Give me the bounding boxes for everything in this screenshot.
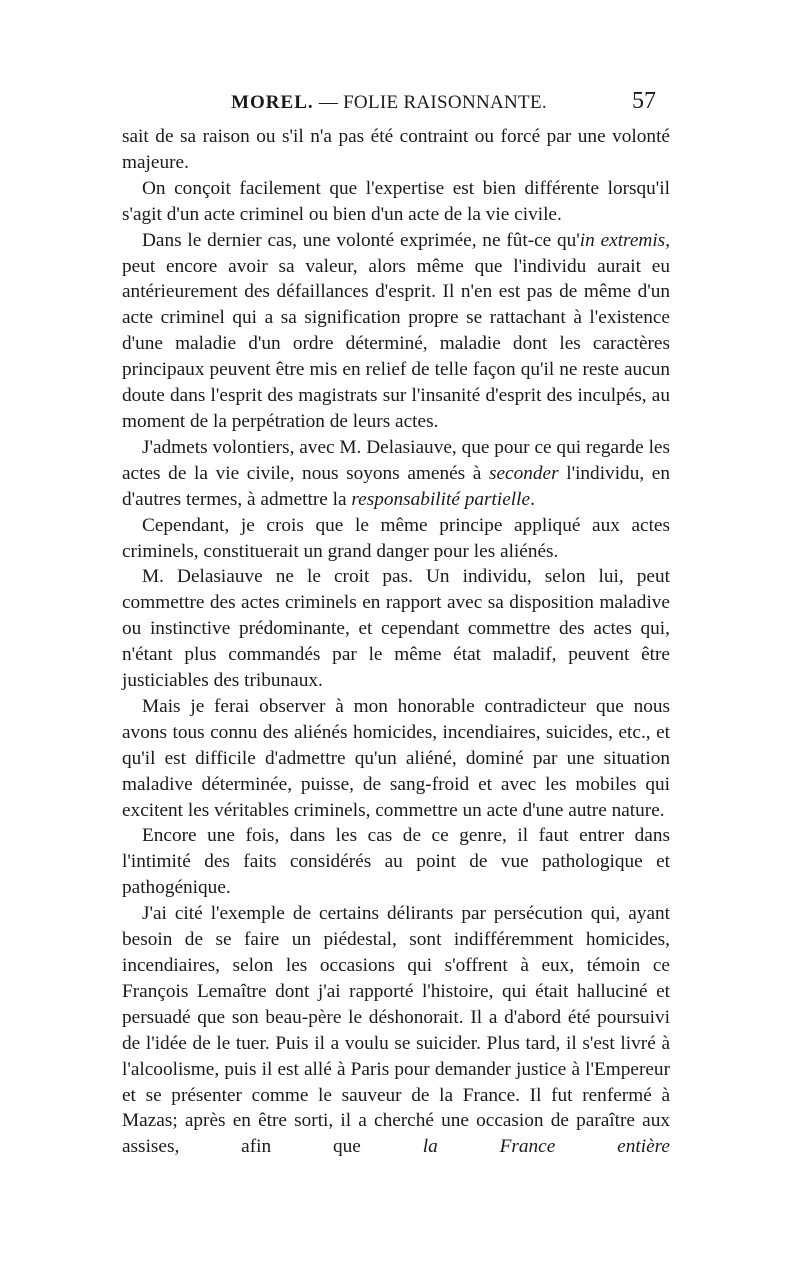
paragraph-5 [122, 513, 670, 565]
paragraph-4-text-cont: l'individu, en d'autres termes, à admettre la [122, 462, 670, 510]
paragraph-5-text: Cependant, je crois que le même principe appliqué aux actes criminels, constituerait un grand danger pour les aliénés. [122, 514, 670, 562]
paragraph-4-text: J'admets volontiers, avec M. Delasiauve, que pour ce qui regarde les actes de la vie civile, nous soyons amenés à [122, 436, 670, 484]
header-section-title: FOLIE RAISONNANTE. [343, 92, 547, 113]
paragraph-2-text: On conçoit facilement que l'expertise est bien différente lorsqu'il s'agit d'un acte criminel ou bien d'un acte de la vie civile. [122, 177, 670, 225]
paragraph-3-italic: in extremis [579, 229, 666, 251]
paragraph-3 [122, 228, 670, 435]
header-dash: — [318, 92, 338, 113]
paragraph-9-italic: la France entière [422, 1136, 670, 1158]
paragraph-4 [122, 435, 670, 513]
header-title [122, 92, 656, 114]
paragraph-1-text: sait de sa raison ou s'il n'a pas été contraint ou forcé par une volonté majeure. [122, 126, 670, 173]
header-author: MOREL. [231, 92, 314, 113]
paragraph-7 [122, 694, 670, 824]
paragraph-4-text-end: . [530, 488, 535, 510]
paragraph-3-text: Dans le dernier cas, une volonté exprimée, ne fût-ce qu' [142, 229, 580, 251]
page-number: 57 [632, 88, 656, 114]
paragraph-8 [122, 823, 670, 901]
paragraph-6 [122, 564, 670, 694]
paragraph-8-text: Encore une fois, dans les cas de ce genre, il faut entrer dans l'intimité des faits considérés au point de vue pathologique et pathogénique. [122, 825, 670, 899]
paragraph-1 [122, 124, 670, 176]
paragraph-2 [122, 176, 670, 228]
paragraph-7-text: Mais je ferai observer à mon honorable contradicteur que nous avons tous connu des aliénés homicides, incendiaires, suicides, etc., et qu'il est difficile d'admettre qu'un aliéné, dominé par une situation maladive déterminée, puisse, de sang-froid et avec les mobiles qui excitent les véritables criminels, commettre un acte d'une autre nature. [122, 695, 670, 821]
running-header [122, 88, 656, 122]
paragraph-9-text: J'ai cité l'exemple de certains délirants par persécution qui, ayant besoin de se faire un piédestal, sont indifféremment homicides, incendiaires, selon les occasions qui s'offrent à eux, témoin ce François Lemaître dont j'ai rapporté l'histoire, qui était halluciné et persuadé que son beau-père le déshonorait. Il a d'abord été poursuivi de l'idée de le tuer. Puis il a voulu se suicider. Plus tard, il s'est livré à l'alcoolisme, puis il est allé à Paris pour demander justice à l'Empereur et se présenter comme le sauveur de la France. Il fut renfermé à Mazas; après en être sorti, il a cherché une occasion de paraître aux assises, afin que [122, 903, 670, 1158]
page-body [122, 124, 670, 1160]
paragraph-6-text: M. Delasiauve ne le croit pas. Un individu, selon lui, peut commettre des actes criminels en rapport avec sa disposition maladive ou instinctive prédominante, et cependant commettre des actes qui, n'étant plus commandés par le même état maladif, peuvent être justiciables des tribunaux. [122, 566, 670, 692]
paragraph-4-italic-2: responsabilité partielle [351, 488, 531, 510]
paragraph-4-italic-1: seconder [488, 462, 559, 484]
paragraph-3-text-cont: , peut encore avoir sa valeur, alors même que l'individu aurait eu antérieurement des défaillances d'esprit. Il n'en est pas de même d'un acte criminel qui a sa signification propre se rattachant à l'existence d'une maladie d'un ordre déterminé, maladie dont les caractères principaux peuvent être mis en relief de telle façon qu'il ne reste aucun doute dans l'esprit des magistrats sur l'insanité d'esprit des inculpés, au moment de la perpétration de leurs actes. [122, 229, 671, 432]
paragraph-9 [122, 901, 670, 1160]
